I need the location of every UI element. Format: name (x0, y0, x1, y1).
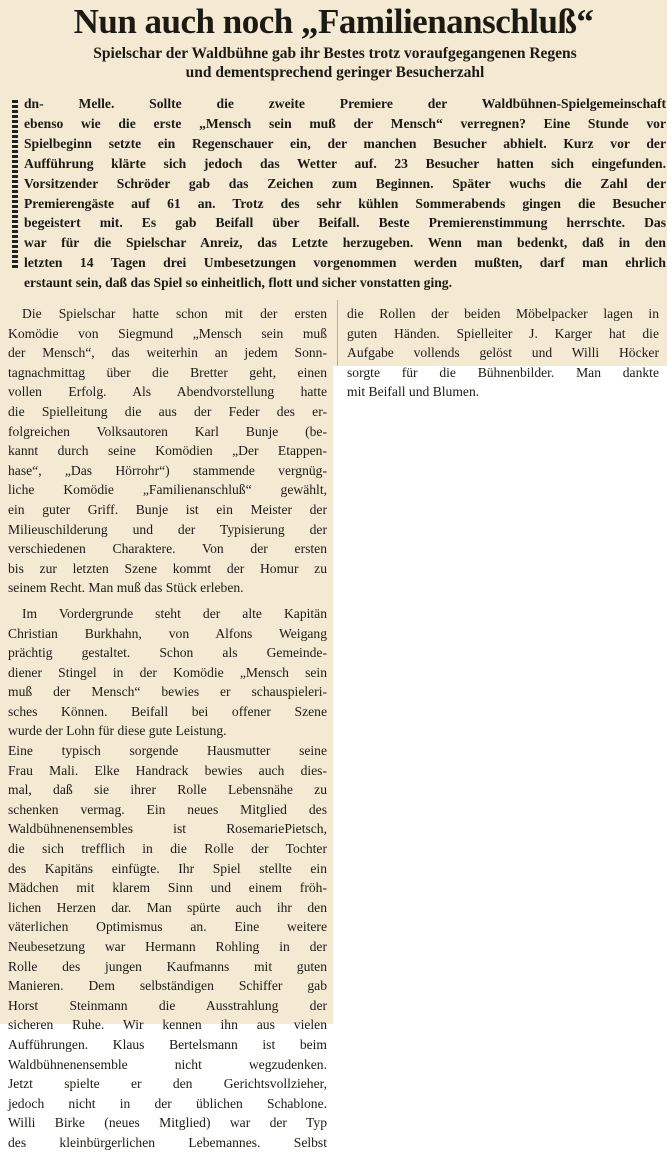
lead-line: war für die Spielschar Anreiz, das Letzte herzugeben. Wenn man bedenkt, daß in den (24, 235, 666, 251)
body-line: sorgte für die Bühnenbilder. Man dankte (347, 364, 659, 380)
body-line: folgreichen Volksautoren Karl Bunje (be- (8, 423, 327, 439)
subhead-line: Spielschar der Waldbühne gab ihr Bestes trotz voraufgegangenen Regens (93, 45, 577, 62)
body-line: guten Händen. Spielleiter J. Karger hat die (347, 325, 659, 341)
body-line: Willi Birke (neues Mitglied) war der Typ (8, 1115, 327, 1131)
body-line: mit Beifall und Blumen. (347, 384, 480, 400)
body-line: Im Vordergrunde steht der alte Kapitän (22, 605, 327, 621)
body-line: Rolle des jungen Kaufmanns mit guten (8, 958, 327, 974)
body-line: die sich trefflich in die Rolle der Tochter (8, 841, 327, 857)
body-line: die Spielleitung die aus der Feder des er- (8, 403, 327, 419)
body-line: die Rollen der beiden Möbelpacker lagen in (347, 306, 659, 321)
body-line: Aufgabe vollends gelöst und Willi Höcker (347, 345, 659, 361)
lead-line: erstaunt sein, daß das Spiel so einheitlich, flott und sicher vonstatten ging. (24, 275, 453, 291)
body-line: Aufführungen. Klaus Bertelsmann ist beim (8, 1036, 327, 1052)
body-line: diener Stingel in der Komödie „Mensch sein (8, 664, 327, 680)
lead-marker-bar (12, 100, 18, 270)
body-line: der Mensch“, das weiterhin an jedem Sonn- (8, 345, 327, 361)
body-line: mal, daß sie ihrer Rolle Lebensnähe zu (8, 782, 327, 798)
body-line: Frau Mali. Elke Handrack bewies auch dies- (8, 762, 327, 778)
body-line: bis zur letzten Szene kommt der Homur zu (8, 560, 327, 576)
body-line: Waldbühnenensembles ist RosemariePietsch, (8, 821, 327, 837)
body-line: seinem Recht. Man muß das Stück erleben. (8, 580, 244, 596)
subhead-line: und dementsprechend geringer Besucherzahl (185, 64, 485, 81)
body-line: Mädchen mit klarem Sinn und einem fröh- (8, 880, 327, 896)
body-line: hase“, „Das Hörrohr“) stammende vergnüg- (8, 462, 327, 478)
subheadline (20, 44, 650, 82)
body-line: Milieuschilderung und der Typisierung der (8, 521, 327, 537)
body-line: kannt durch seine Komödien „Der Etappen- (8, 443, 327, 459)
body-line: väterlichen Optimismus an. Eine weitere (8, 919, 327, 935)
body-line: prächtig gestaltet. Schon als Gemeinde- (8, 645, 327, 661)
body-line: Jetzt spielte er den Gerichtsvollzieher, (8, 1076, 327, 1092)
body-line: sches Können. Beifall bei offener Szene (8, 703, 327, 719)
body-line: vollen Erfolg. Als Abendvorstellung hatte (8, 384, 327, 400)
body-line: tagnachmittag über die Bretter geht, einen (8, 364, 327, 380)
headline: Nun auch noch „Familienanschluß“ (73, 2, 594, 41)
body-line: verschiedenen Charaktere. Von der ersten (8, 541, 327, 557)
lead-paragraph (24, 94, 666, 293)
lead-line: letzten 14 Tagen drei Umbesetzungen vorgenommen werden mußten, darf man ehrlich (24, 255, 666, 271)
lead-line: begeistert mit. Es gab Beifall über Beifall. Beste Premierenstimmung herrschte. Das (24, 215, 666, 231)
body-line: Eine typisch sorgende Hausmutter seine (8, 743, 327, 759)
body-line: Christian Burkhahn, von Alfons Weigang (8, 625, 327, 641)
body-line: schenken vermag. Ein neues Mitglied des (8, 801, 327, 817)
lead-line: Aufführung klärte sich jedoch das Wetter auf. 23 Besucher hatten sich eingefunden. (24, 155, 666, 171)
body-line: Neubesetzung war Hermann Rohling in der (8, 939, 327, 954)
body-line: Manieren. Dem selbständigen Schiffer gab (8, 978, 327, 994)
body-line: wurde der Lohn für diese gute Leistung. (8, 723, 227, 739)
body-line: Waldbühnenensemble nicht wegzudenken. (8, 1056, 327, 1072)
lead-line: Spielbeginn setzte ein Regenschauer ein, der manchen Besucher abhielt. Kurz vor der (24, 135, 666, 151)
lead-line: Premierengäste auf 61 an. Trotz des sehr kühlen Sommerabends gingen die Besucher (24, 195, 666, 211)
body-line: liche Komödie „Familienanschluß“ gewählt, (8, 482, 327, 498)
body-column-right (347, 304, 659, 402)
lead-line: ebenso wie die erste „Mensch sein muß der Mensch“ verregnen? Eine Stunde vor (24, 115, 666, 131)
body-line: ein guter Griff. Bunje ist ein Meister der (8, 501, 327, 517)
lead-line: dn- Melle. Sollte die zweite Premiere der Waldbühnen-Spielgemeinschaft (24, 96, 666, 111)
lead-line: Vorsitzender Schröder gab das Zeichen zum Beginnen. Später wuchs die Zahl der (24, 175, 666, 191)
body-line: Komödie von Siegmund „Mensch sein muß (8, 325, 327, 341)
body-line: lichen Herzen dar. Man spürte auch ihr den (8, 899, 327, 915)
body-line: Die Spielschar hatte schon mit der ersten (22, 306, 327, 321)
body-line: muß der Mensch“ bewies er schauspieleri- (8, 684, 327, 700)
body-column-left (8, 304, 327, 1153)
column-divider (337, 300, 338, 366)
body-line: jedoch nicht in der üblichen Schablone. (8, 1095, 327, 1111)
body-line: des kleinbürgerlichen Lebemannes. Selbst (8, 1134, 327, 1150)
body-line: des Kapitäns einfügte. Ihr Spiel stellte ein (8, 860, 327, 876)
body-line: Horst Steinmann die Ausstrahlung der (8, 997, 327, 1013)
body-line: sicheren Ruhe. Wir kennen ihn aus vielen (8, 1017, 327, 1033)
